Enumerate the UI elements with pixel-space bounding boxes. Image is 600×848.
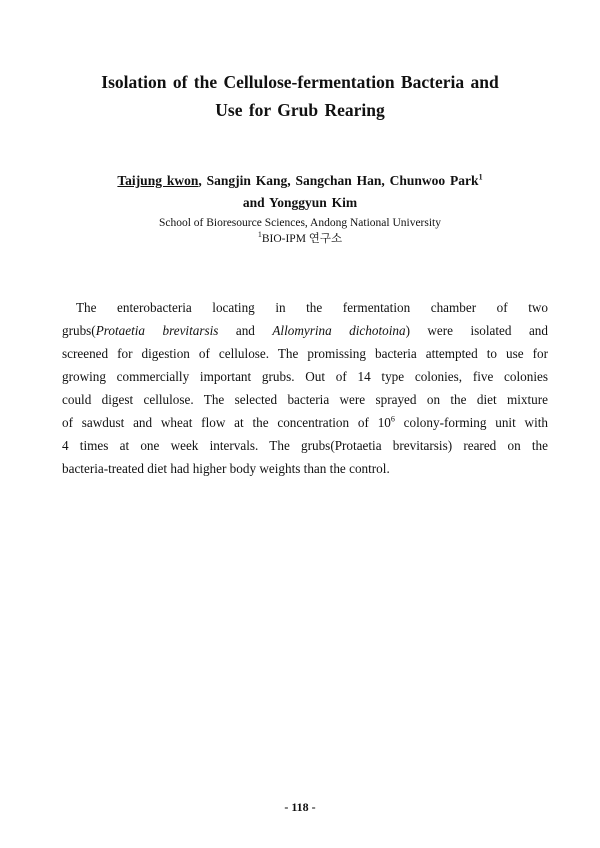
affiliation-marker: 1 [478, 172, 483, 182]
abstract-line: bacteria-treated diet had higher body weights than the control. [62, 461, 390, 476]
species-name: Allomyrina dichotoina [272, 323, 406, 338]
abstract-text: of sawdust and wheat flow at the concentration of 10 [62, 415, 391, 430]
abstract-line: screened for digestion of cellulose. The promissing bacteria attempted to use for [62, 346, 548, 361]
co-authors: , Sangjin Kang, Sangchan Han, Chunwoo Park [198, 173, 479, 188]
abstract-line [62, 411, 548, 434]
species-name: Protaetia brevitarsis [95, 323, 219, 338]
exponent: 6 [390, 414, 395, 424]
affiliation-2 [60, 231, 540, 247]
abstract-text: grubs( [62, 323, 96, 338]
abstract-line: growing commercially important grubs. Out of 14 type colonies, five colonies [62, 369, 548, 384]
abstract [62, 296, 548, 480]
affiliation-2-text: BIO-IPM 연구소 [261, 233, 343, 245]
affiliation-1: School of Bioresource Sciences, Andong National University [158, 217, 441, 229]
author-line-2: and Yonggyun Kim [242, 195, 358, 210]
page-number: - 118 - [284, 800, 316, 814]
abstract-line: 4 times at one week intervals. The grubs(Protaetia brevitarsis) reared on the [62, 438, 548, 453]
affiliation-2-marker: 1 [257, 230, 262, 240]
abstract-line [62, 319, 548, 342]
abstract-text: colony-forming unit with [394, 415, 548, 430]
abstract-text: ) were isolated and [405, 323, 548, 338]
abstract-text: and [218, 323, 273, 338]
title-line-2: Use for Grub Rearing [215, 100, 385, 120]
presenting-author: Taijung kwon [117, 173, 199, 188]
abstract-line: could digest cellulose. The selected bacteria were sprayed on the diet mixture [62, 392, 548, 407]
title-line-1: Isolation of the Cellulose-fermentation Bacteria and [101, 72, 499, 92]
affiliations [60, 215, 540, 247]
paper-title [60, 68, 540, 124]
author-list [60, 170, 540, 214]
author-line-1 [60, 170, 540, 192]
abstract-line: The enterobacteria locating in the fermentation chamber of two [76, 300, 548, 315]
